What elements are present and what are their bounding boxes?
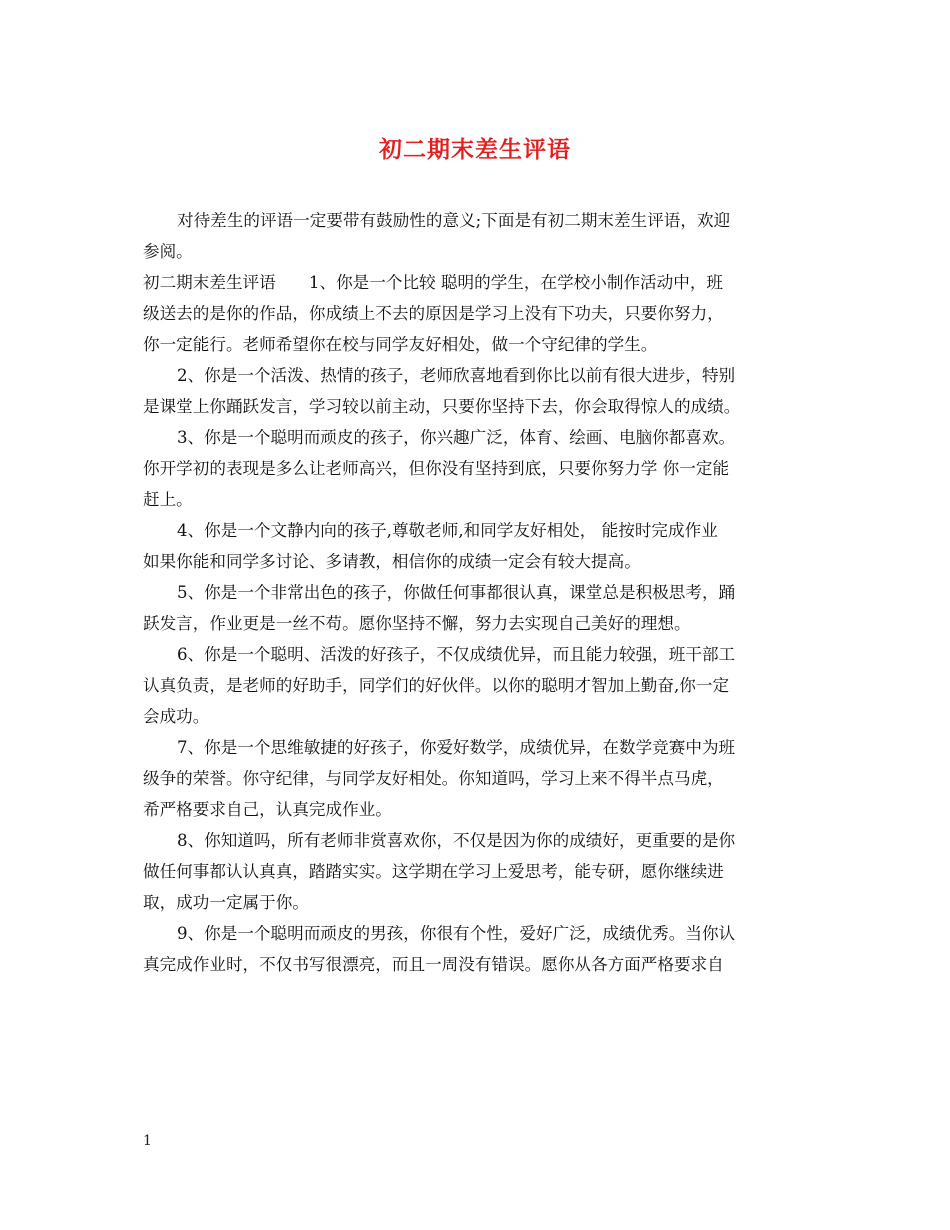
text-line: 5、你是一个非常出色的孩子，你做任何事都很认真，课堂总是积极思考，踊: [177, 583, 736, 602]
text-line: 你开学初的表现是多么让老师高兴，但你没有坚持到底，只要你努力学 你一定能: [143, 459, 730, 478]
text-line: 真完成作业时，不仅书写很漂亮，而且一周没有错误。愿你从各方面严格要求自: [143, 955, 724, 974]
text-line: 6、你是一个聪明、活泼的好孩子，不仅成绩优异，而且能力较强，班干部工: [177, 645, 736, 664]
document-body: [143, 205, 811, 980]
text-line: 7、你是一个思维敏捷的好孩子，你爱好数学，成绩优异，在数学竞赛中为班: [177, 738, 736, 757]
text-line: 会成功。: [143, 707, 210, 726]
text-line: 4、你是一个文静内向的孩子,尊敬老师,和同学友好相处， 能按时完成作业: [177, 521, 718, 540]
text-line: 9、你是一个聪明而顽皮的男孩，你很有个性，爱好广泛，成绩优秀。当你认: [177, 924, 736, 943]
text-line: 级送去的是你的作品，你成绩上不去的原因是学习上没有下功夫，只要你努力，: [143, 304, 724, 323]
text-line: 对待差生的评语一定要带有鼓励性的意义;下面是有初二期末差生评语，欢迎: [177, 211, 731, 230]
text-line: 8、你知道吗，所有老师非赏喜欢你，不仅是因为你的成绩好，更重要的是你: [177, 831, 736, 850]
text-line: 希严格要求自己，认真完成作业。: [143, 800, 392, 819]
text-line: 跃发言，作业更是一丝不苟。愿你坚持不懈，努力去实现自己美好的理想。: [143, 614, 691, 633]
text-line: 参阅。: [143, 242, 193, 261]
text-line: 认真负责，是老师的好助手，同学们的好伙伴。以你的聪明才智加上勤奋,你一定: [143, 676, 730, 695]
text-line: 初二期末差生评语 1、你是一个比较 聪明的学生，在学校小制作活动中，班: [143, 273, 724, 292]
page-number: 1: [143, 1133, 152, 1149]
document-title: 初二期末差生评语: [379, 136, 571, 163]
text-line: 如果你能和同学多讨论、多请教，相信你的成绩一定会有较大提高。: [143, 552, 641, 571]
text-line: 3、你是一个聪明而顽皮的孩子，你兴趣广泛，体育、绘画、电脑你都喜欢。: [177, 428, 736, 447]
text-line: 级争的荣誉。你守纪律，与同学友好相处。你知道吗，学习上来不得半点马虎，: [143, 769, 724, 788]
text-line: 取，成功一定属于你。: [143, 893, 309, 912]
text-line: 做任何事都认认真真，踏踏实实。这学期在学习上爱思考，能专研，愿你继续进: [143, 862, 724, 881]
text-line: 是课堂上你踊跃发言，学习较以前主动，只要你坚持下去，你会取得惊人的成绩。: [143, 397, 741, 416]
text-line: 赶上。: [143, 490, 193, 509]
text-line: 2、你是一个活泼、热情的孩子，老师欣喜地看到你比以前有很大进步，特别: [177, 366, 736, 385]
text-line: 你一定能行。老师希望你在校与同学友好相处，做一个守纪律的学生。: [143, 335, 658, 354]
